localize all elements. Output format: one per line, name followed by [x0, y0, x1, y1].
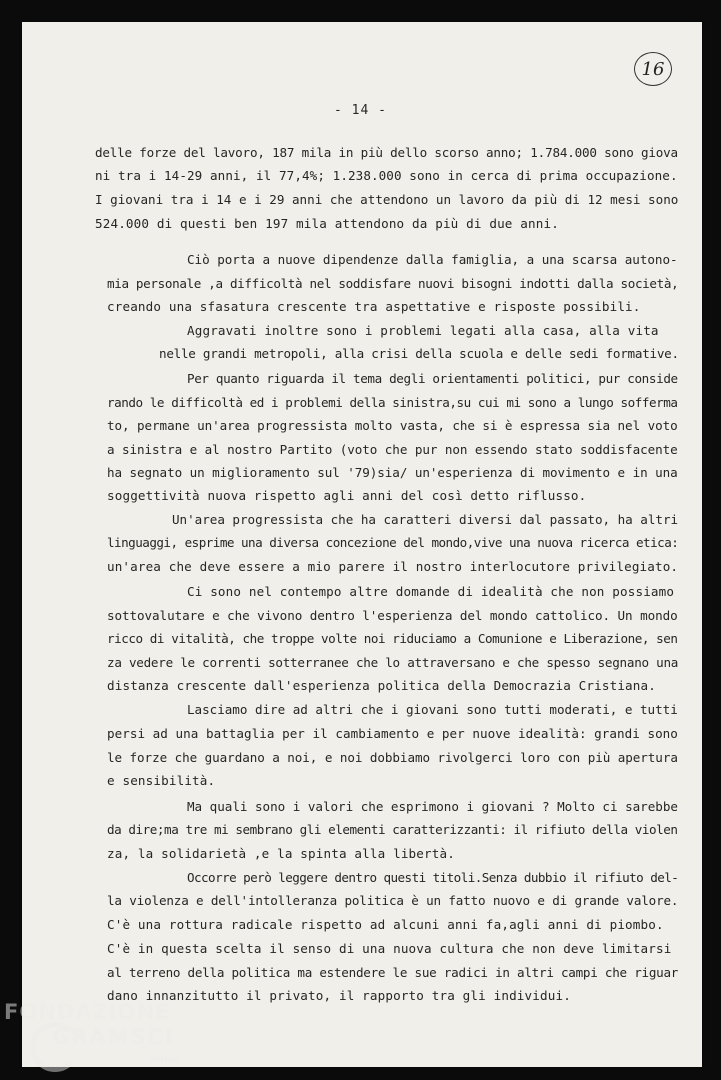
text-line: za, la solidarietà ,e la spinta alla libertà.: [107, 846, 455, 861]
text-line: Ciò porta a nuove dipendenze dalla famiglia, a una scarsa autono-: [187, 252, 678, 267]
text-line: soggettività nuova rispetto agli anni del così detto riflusso.: [107, 488, 587, 503]
text-line: un'area che deve essere a mio parere il nostro interlocutore privilegiato.: [107, 559, 679, 574]
text-line: za vedere le correnti sotterranee che lo attraversano e che spesso segnano una: [107, 655, 679, 670]
watermark-line1: FONDAZIONE: [4, 1000, 171, 1024]
text-line: nelle grandi metropoli, alla crisi della scuola e delle sedi formative.: [159, 346, 679, 361]
text-line: mia personale ,a difficoltà nel soddisfare nuovi bisogni indotti dalla società,: [107, 276, 679, 291]
text-line: Un'area progressista che ha caratteri diversi dal passato, ha altri: [172, 512, 679, 527]
watermark-line2: GRAMSCI: [52, 1025, 175, 1049]
text-line: delle forze del lavoro, 187 mila in più dello scorso anno; 1.784.000 sono giova: [95, 145, 678, 160]
fondazione-gramsci-watermark: [4, 1000, 204, 1080]
text-line: la violenza e dell'intolleranza politica è un fatto nuovo e di grande valore.: [107, 893, 679, 908]
text-line: da dire;ma tre mi sembrano gli elementi caratterizzanti: il rifiuto della violen: [107, 822, 678, 837]
text-line: e sensibilità.: [107, 773, 216, 788]
text-line: dano innanzitutto il privato, il rapporto tra gli individui.: [107, 988, 571, 1003]
text-line: C'è una rottura radicale rispetto ad alcuni anni fa,agli anni di piombo.: [107, 917, 664, 932]
text-line: Occorre però leggere dentro questi titoli.Senza dubbio il rifiuto del-: [187, 870, 679, 885]
text-line: sottovalutare e che vivono dentro l'esperienza del mondo cattolico. Un mondo: [107, 608, 678, 623]
text-line: I giovani tra i 14 e i 29 anni che attendono un lavoro da più di 12 mesi sono: [95, 192, 679, 207]
text-line: ni tra i 14-29 anni, il 77,4%; 1.238.000 sono in cerca di prima occupazione.: [95, 168, 678, 183]
text-line: creando una sfasatura crescente tra aspettative e risposte possibili.: [107, 299, 641, 314]
text-line: a sinistra e al nostro Partito (voto che pur non essendo stato soddisfacente: [107, 442, 678, 457]
text-line: to, permane un'area progressista molto vasta, che si è espressa sia nel voto: [107, 418, 678, 433]
text-line: C'è in questa scelta il senso di una nuova cultura che non deve limitarsi: [107, 941, 672, 956]
text-line: linguaggi, esprime una diversa concezione del mondo,vive una nuova ricerca etica:: [107, 535, 679, 550]
text-line: ha segnato un miglioramento sul '79)sia/ un'esperienza di movimento e in una: [107, 465, 678, 480]
text-line: Per quanto riguarda il tema degli orientamenti politici, pur conside: [187, 371, 678, 386]
page-stamp: 16: [634, 52, 672, 86]
text-line: Aggravati inoltre sono i problemi legati alla casa, alla vita: [187, 323, 659, 338]
text-line: Ci sono nel contempo altre domande di idealità che non possiamo: [187, 584, 675, 599]
watermark-line3: onlus: [150, 1054, 181, 1065]
text-line: le forze che guardano a noi, e noi dobbiamo rivolgerci loro con più apertura: [107, 750, 678, 765]
page-number: - 14 -: [334, 103, 387, 118]
text-line: Ma quali sono i valori che esprimono i giovani ? Molto ci sarebbe: [187, 799, 678, 814]
text-line: 524.000 di questi ben 197 mila attendono da più di due anni.: [95, 216, 559, 231]
text-line: ricco di vitalità, che troppe volte noi riduciamo a Comunione e Liberazione, sen: [107, 631, 678, 646]
text-line: distanza crescente dall'esperienza politica della Democrazia Cristiana.: [107, 678, 656, 693]
text-line: persi ad una battaglia per il cambiamento e per nuove idealità: grandi sono: [107, 726, 678, 741]
text-line: Lasciamo dire ad altri che i giovani sono tutti moderati, e tutti: [187, 702, 678, 717]
text-line: rando le difficoltà ed i problemi della sinistra,su cui mi sono a lungo sofferma: [107, 395, 678, 410]
text-line: al terreno della politica ma estendere le sue radici in altri campi che riguar: [107, 965, 679, 980]
